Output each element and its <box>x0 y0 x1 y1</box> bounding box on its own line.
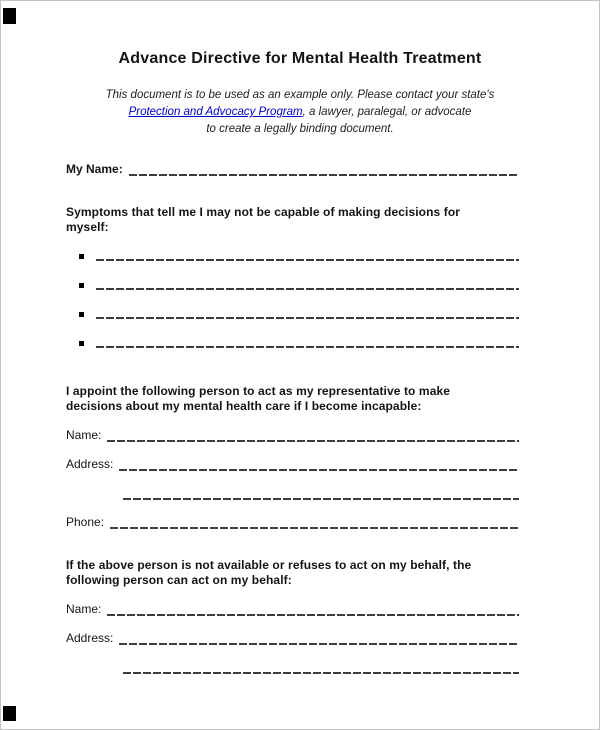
disclaimer-line1: This document is to be used as an example only. Please contact your state's <box>105 89 495 101</box>
alternate-name-row <box>66 602 519 617</box>
phone-label: Phone: <box>66 515 105 529</box>
symptoms-section <box>1 205 599 349</box>
alternate-heading-line1: If the above person is not available or refuses to act on my behalf, the <box>66 558 472 572</box>
alternate-address-row-2 <box>123 660 519 675</box>
alternate-address-blank-line-2[interactable] <box>123 672 519 674</box>
symptom-blank-row <box>66 305 519 320</box>
alternate-fields <box>1 602 599 675</box>
representative-address-row <box>66 457 519 472</box>
symptom-blank-row <box>66 334 519 349</box>
representative-phone-blank-line[interactable] <box>110 527 519 529</box>
alternate-heading-line2: following person can act on my behalf: <box>66 573 292 587</box>
symptom-blank-row <box>66 276 519 291</box>
alternate-section <box>1 558 599 675</box>
representative-heading-line2: decisions about my mental health care if I become incapable: <box>66 399 422 413</box>
protection-advocacy-program-link[interactable]: Protection and Advocacy Program <box>128 106 303 118</box>
bullet-square-icon <box>79 341 84 346</box>
my-name-blank-line[interactable] <box>129 174 519 176</box>
symptoms-heading-line2: myself: <box>66 220 109 234</box>
name-label: Name: <box>66 602 102 616</box>
symptoms-heading <box>66 205 539 235</box>
representative-section <box>1 384 599 530</box>
alternate-address-blank-line[interactable] <box>119 643 519 645</box>
name-label: Name: <box>66 428 102 442</box>
representative-heading <box>66 384 539 414</box>
representative-address-blank-line-2[interactable] <box>123 498 519 500</box>
disclaimer-line3: to create a legally binding document. <box>206 123 394 135</box>
representative-phone-row <box>66 515 519 530</box>
scan-corner-artifact-top-left <box>3 8 16 24</box>
symptom-blank-line[interactable] <box>96 346 519 348</box>
alternate-name-blank-line[interactable] <box>107 614 519 616</box>
address-label: Address: <box>66 457 114 471</box>
representative-name-row <box>66 428 519 443</box>
representative-address-blank-line[interactable] <box>119 469 519 471</box>
symptom-blank-line[interactable] <box>96 317 519 319</box>
symptoms-blank-list <box>1 247 599 349</box>
my-name-row <box>66 162 519 177</box>
representative-address-row-2 <box>123 486 519 501</box>
bullet-square-icon <box>79 254 84 259</box>
representative-heading-line1: I appoint the following person to act as my representative to make <box>66 384 451 398</box>
alternate-heading <box>66 558 539 588</box>
representative-fields <box>1 428 599 530</box>
symptom-blank-line[interactable] <box>96 288 519 290</box>
symptom-blank-row <box>66 247 519 262</box>
alternate-address-row <box>66 631 519 646</box>
symptom-blank-line[interactable] <box>96 259 519 261</box>
symptoms-heading-line1: Symptoms that tell me I may not be capable of making decisions for <box>66 205 461 219</box>
scan-corner-artifact-bottom-left <box>3 706 16 721</box>
address-label: Address: <box>66 631 114 645</box>
bullet-square-icon <box>79 283 84 288</box>
disclaimer-text <box>31 87 569 138</box>
my-name-label: My Name: <box>66 162 123 176</box>
representative-name-blank-line[interactable] <box>107 440 519 442</box>
disclaimer-after-link: , a lawyer, paralegal, or advocate <box>302 106 472 118</box>
page-title: Advance Directive for Mental Health Treatment <box>118 50 482 67</box>
bullet-square-icon <box>79 312 84 317</box>
